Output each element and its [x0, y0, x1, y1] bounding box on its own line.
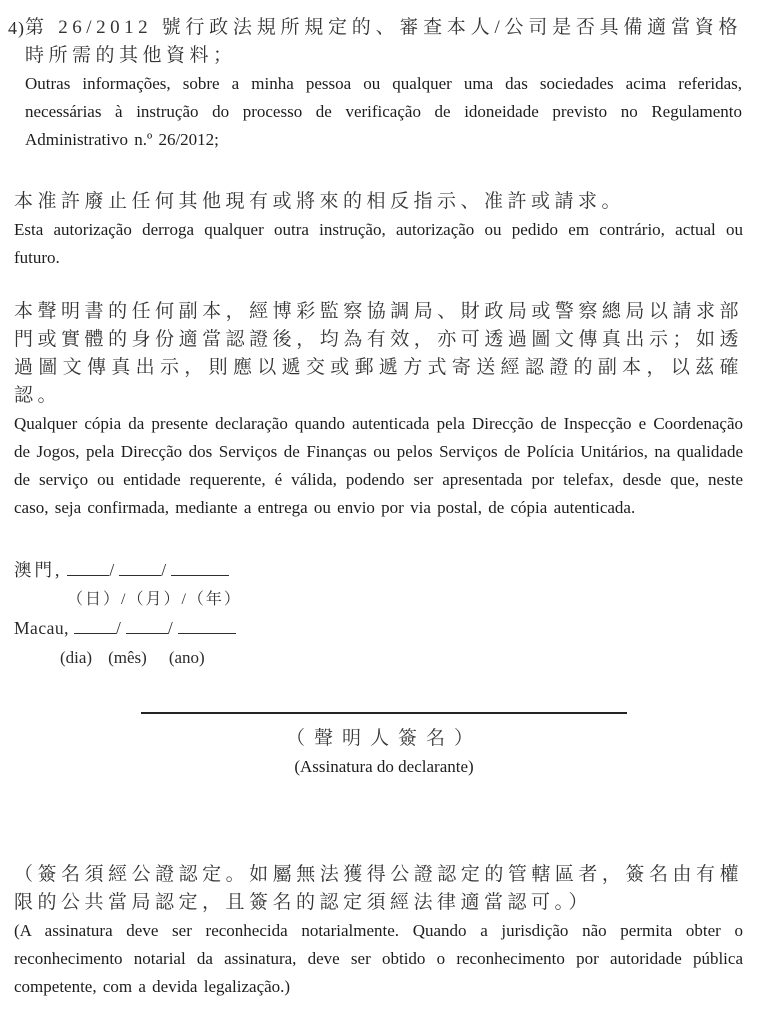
signature-block — [141, 712, 627, 777]
date-year-blank-portuguese — [178, 619, 236, 634]
year-hint-label: (ano) — [168, 648, 205, 667]
day-hint-label: (dia) — [60, 648, 93, 667]
date-year-blank-chinese — [171, 561, 229, 576]
clause-4-chinese-text: 第 26/2012 號行政法規所規定的、審查本人/公司是否具備適當資格時所需的其他資料； — [25, 17, 742, 66]
certified-copies-portuguese-text: Qualquer cópia da presente declaração quando autenticada pela Direcção de Inspecção e Coordenação de Jogos, pela Direcção dos Serviços de Finanças ou pelos Serviços de Polícia Unitários, na qualidade de serviço ou entidade requerente, é válida, podendo ser apresentada por telefax, desde que, neste caso, seja confirmada, mediante a entrega ou envio por via postal, de cópia autenticada. — [14, 414, 743, 517]
date-hint-portuguese — [60, 643, 768, 672]
certified-copies-chinese-text: 本聲明書的任何副本，經博彩監察協調局、財政局或警察總局以請求部門或實體的身份適當認證後，均為有效，亦可透過圖文傳真出示；如透過圖文傳真出示，則應以遞交或郵遞方式寄送經認證的副本，以茲確認。 — [14, 301, 743, 406]
date-separator: / — [167, 618, 173, 638]
date-line-chinese — [14, 556, 768, 585]
revocation-portuguese-text: Esta autorização derroga qualquer outra instrução, autorização ou pedido em contrário, actual ou futuro. — [14, 220, 743, 267]
macau-label-chinese: 澳門, — [14, 560, 63, 580]
revocation-paragraph — [14, 188, 743, 272]
notary-note-portuguese-text: (A assinatura deve ser reconhecida notarialmente. Quando a jurisdição não permita obter o reconhecimento notarial da assinatura, deve ser obtido o reconhecimento por autoridade pública competente, com a devida legalização.) — [14, 921, 743, 996]
macau-label-portuguese: Macau, — [14, 618, 69, 638]
date-block — [14, 556, 768, 672]
date-month-blank-chinese — [119, 561, 161, 576]
clause-4-portuguese-text: Outras informações, sobre a minha pessoa ou qualquer uma das sociedades acima referidas, necessárias à instrução do processo de verificação de idoneidade previsto no Regulamento Administrativo n.º 26/2012; — [25, 74, 742, 149]
date-separator: / — [116, 618, 121, 638]
notary-note — [14, 861, 743, 1001]
date-day-blank-chinese — [67, 561, 109, 576]
signature-caption-chinese: （聲明人簽名） — [285, 728, 482, 749]
date-separator: / — [109, 560, 115, 580]
clause-4 — [8, 14, 742, 154]
month-hint-label: (mês) — [108, 648, 147, 667]
date-line-portuguese — [14, 614, 768, 643]
notary-note-chinese-text: （簽名須經公證認定。如屬無法獲得公證認定的管轄區者，簽名由有權限的公共當局認定，且簽名的認定須經法律適當認可。） — [14, 864, 743, 913]
clause-4-number: 4) — [8, 18, 25, 38]
revocation-chinese-text: 本准許廢止任何其他現有或將來的相反指示、准許或請求。 — [14, 191, 626, 212]
signature-line — [141, 712, 627, 714]
date-hint-chinese: （日）/（月）/（年） — [67, 591, 242, 608]
certified-copies-paragraph — [14, 298, 743, 522]
date-month-blank-portuguese — [126, 619, 168, 634]
date-day-blank-portuguese — [74, 619, 116, 634]
signature-caption-portuguese: (Assinatura do declarante) — [294, 757, 474, 776]
date-separator: / — [161, 560, 167, 580]
